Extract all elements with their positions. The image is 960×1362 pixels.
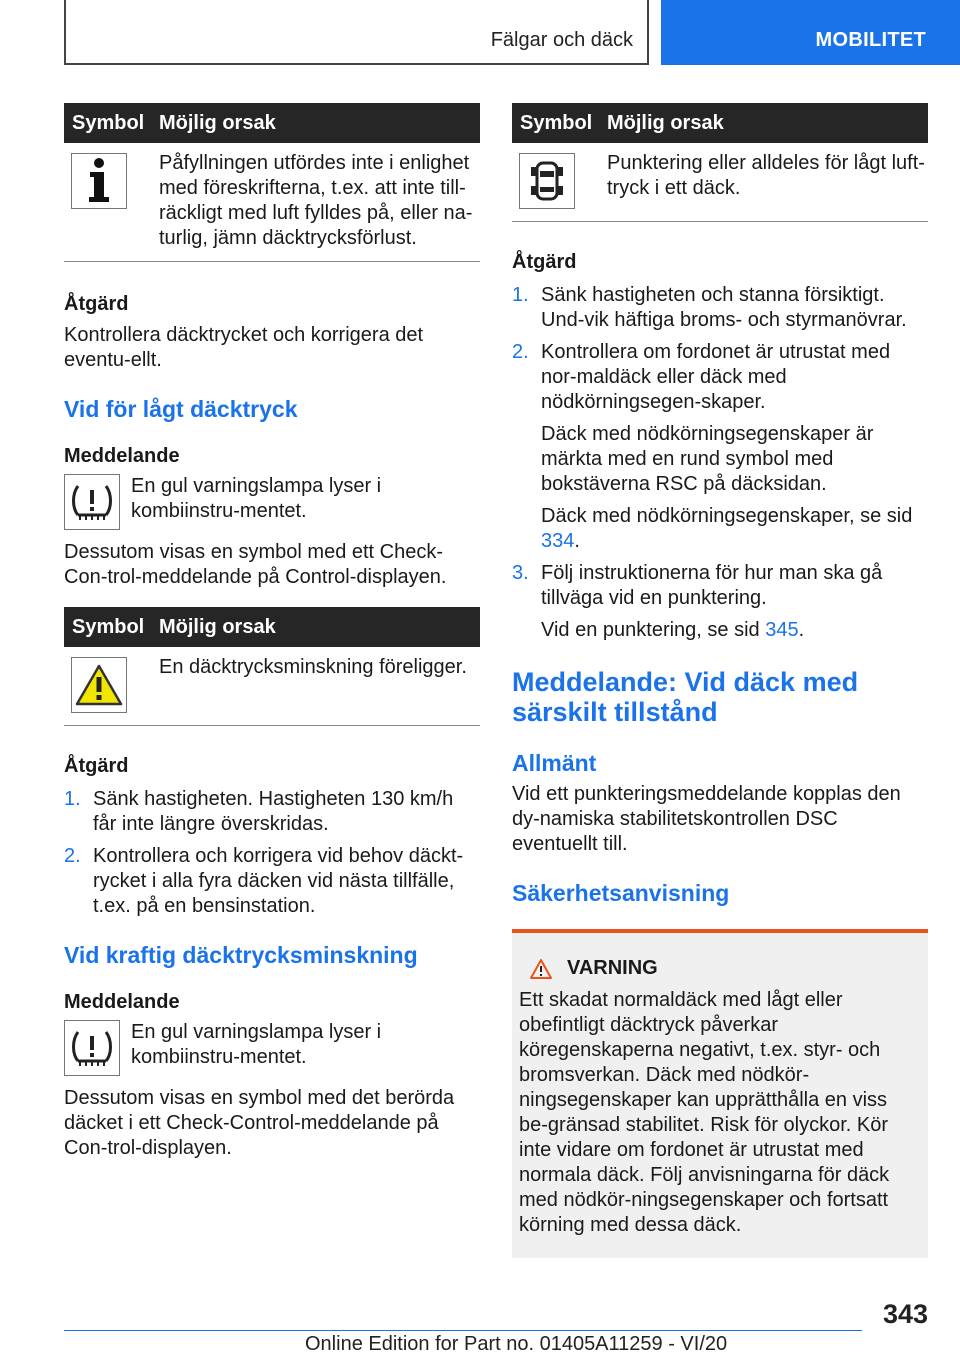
table-row (512, 143, 928, 222)
list-item (512, 340, 928, 554)
action-title: Åtgärd (64, 293, 129, 315)
info-icon (71, 153, 127, 209)
action-text: Kontrollera däcktrycket och korrigera det eventu-ellt. (64, 324, 424, 371)
step-number: 1. (64, 788, 81, 810)
warning-box (512, 929, 928, 1258)
table-col-cause: Möjlig orsak (159, 615, 276, 638)
section-title-strong-loss: Vid kraftig däcktrycksminskning (64, 942, 418, 968)
footer-divider (64, 1330, 862, 1331)
subsection-title-general: Allmänt (512, 750, 597, 776)
car-tire-icon (519, 153, 575, 209)
table-col-symbol: Symbol (72, 615, 145, 638)
symbol-table-1 (64, 103, 480, 262)
step-number: 3. (512, 562, 529, 584)
right-column (512, 103, 928, 1258)
table-row (64, 143, 480, 262)
symbol-table-3 (512, 103, 928, 222)
table-col-cause: Möjlig orsak (607, 111, 724, 134)
step-number: 1. (512, 284, 529, 306)
warning-text: Ett skadat normaldäck med lågt eller obefintligt däcktryck påverkar köregenskaperna negativt, t.ex. styr- och bromsverkan. Däck med nödkör-ningsegenskaper kan upprätthålla en viss be-gränsad stabilitet. Risk för olyckor. Kör inte vidare om fordonet är utrustat med normala däck. Följ anvisningarna för däck med nödkör-ningsegenskaper och fortsatt körning med dessa däck. (519, 989, 890, 1236)
table-row (64, 647, 480, 726)
table-col-cause: Möjlig orsak (159, 111, 276, 134)
message-title: Meddelande (64, 991, 180, 1013)
message-text: En gul varningslampa lyser i kombiinstru-mentet. (131, 1021, 382, 1068)
list-item (64, 787, 480, 837)
step-number: 2. (64, 845, 81, 867)
table-header (64, 607, 480, 647)
warning-triangle-icon (529, 958, 553, 980)
action-block-3 (512, 250, 928, 643)
warning-header (519, 957, 920, 980)
paragraph: Dessutom visas en symbol med ett Check-Con-trol-meddelande på Control-displayen. (64, 541, 447, 588)
paragraph: Dessutom visas en symbol med det berörda däcket i ett Check-Control-meddelande på Con-trol-displayen. (64, 1087, 455, 1159)
subsection-title-safety: Säkerhetsanvisning (512, 880, 730, 906)
action-title: Åtgärd (512, 251, 577, 273)
header-tab-mobilitet[interactable] (661, 0, 960, 65)
step-text: Sänk hastigheten och stanna försiktigt. Und-vik häftiga broms- och styrmanövrar. (541, 284, 907, 331)
section-title-special-tires: Meddelande: Vid däck med särskilt tillstånd (512, 667, 859, 727)
step-text: Däck med nödkörningsegenskaper, se sid 334. (541, 505, 913, 552)
tire-pressure-warning-icon (64, 474, 120, 530)
step-text: Kontrollera och korrigera vid behov däckt-rycket i alla fyra däcken vid nästa tillfälle, t.ex. på en bensinstation. (93, 845, 464, 917)
table-cell-cause: Påfyllningen utfördes inte i enlighet med föreskrifterna, t.ex. att inte till-räckligt med luft fylldes på, eller na-turlig, jämn däcktrycksförlust. (159, 152, 473, 249)
list-item (64, 844, 480, 919)
step-text: Sänk hastigheten. Hastigheten 130 km/h får inte längre överskridas. (93, 788, 454, 835)
page-number: 343 (882, 1299, 928, 1329)
step-number: 2. (512, 341, 529, 363)
message-block (64, 1020, 480, 1076)
action-block-1 (64, 292, 480, 373)
header-section-box (64, 0, 649, 65)
action-title: Åtgärd (64, 755, 129, 777)
table-cell-cause: En däcktrycksminskning föreligger. (159, 656, 467, 678)
table-header (64, 103, 480, 143)
message-text: En gul varningslampa lyser i kombiinstru-mentet. (131, 475, 382, 522)
action-steps (64, 787, 480, 919)
header-tab-label: MOBILITET (815, 29, 926, 51)
warning-triangle-icon (71, 657, 127, 713)
symbol-table-2 (64, 607, 480, 726)
action-steps (512, 283, 928, 643)
table-cell-cause: Punktering eller alldeles för lågt luft-tryck i ett däck. (607, 152, 925, 199)
section-title-low-pressure: Vid för lågt däcktryck (64, 396, 298, 422)
list-item (512, 561, 928, 643)
step-text: Däck med nödkörningsegenskaper är märkta med en rund symbol med bokstäverna RSC på däcksidan. (541, 423, 874, 495)
warning-label: VARNING (567, 957, 658, 979)
paragraph: Vid ett punkteringsmeddelande kopplas den dy-namiska stabilitetskontrollen DSC eventuellt till. (512, 783, 901, 855)
list-item (512, 283, 928, 333)
page-link-345[interactable]: 345 (765, 619, 799, 641)
header-section-title: Fälgar och däck (490, 29, 633, 51)
message-title: Meddelande (64, 445, 180, 467)
step-text: Följ instruktionerna för hur man ska gå tillväga vid en punktering. (541, 562, 883, 609)
edition-text: Online Edition for Part no. 01405A11259 - VI/20 (305, 1333, 728, 1355)
left-column (64, 103, 480, 1161)
page-link-334[interactable]: 334 (541, 530, 575, 552)
table-col-symbol: Symbol (72, 111, 145, 134)
action-block-2 (64, 754, 480, 919)
message-block (64, 474, 480, 530)
tire-pressure-warning-icon (64, 1020, 120, 1076)
step-text: Kontrollera om fordonet är utrustat med nor-maldäck eller däck med nödkörningsegen-skaper. (541, 341, 891, 413)
table-col-symbol: Symbol (520, 111, 593, 134)
step-text: Vid en punktering, se sid 345. (541, 619, 805, 641)
table-header (512, 103, 928, 143)
